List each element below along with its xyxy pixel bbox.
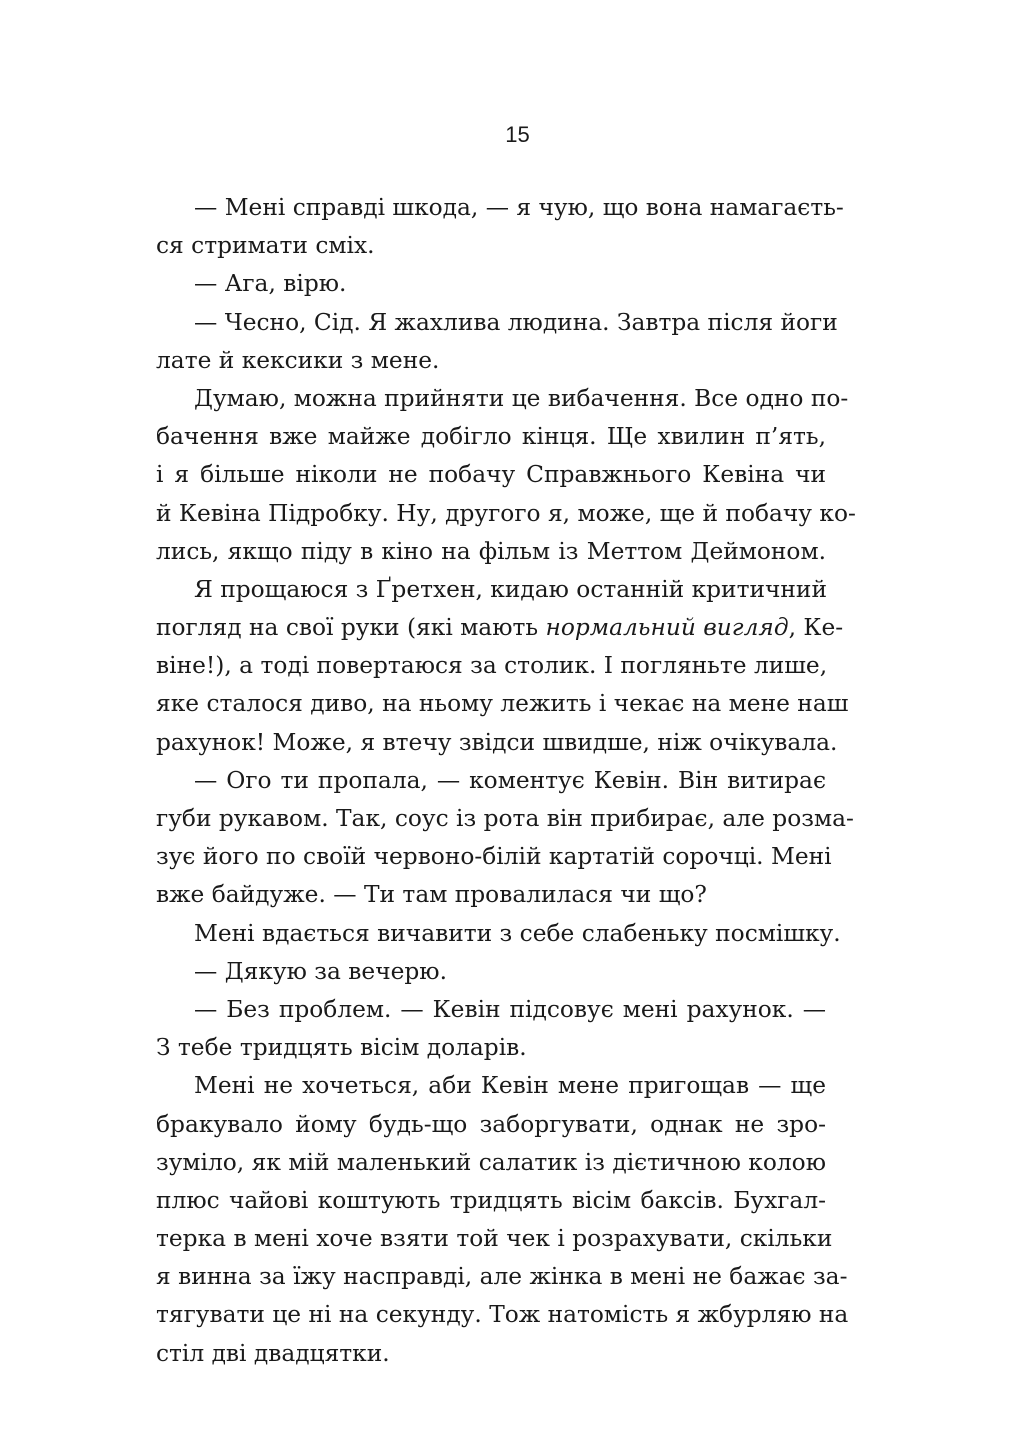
text-line: лись, якщо піду в кіно на фільм із Меттом Деймоном.	[156, 537, 826, 565]
text-segment: погляд на свої руки (які мають	[156, 614, 546, 642]
text-line: зує його по своїй червоно-білій картатій сорочці. Мені	[156, 843, 832, 871]
text-line: стіл дві двадцятки.	[156, 1339, 390, 1367]
text-line: лате й кексики з мене.	[156, 346, 440, 374]
text-line: Мені вдається вичавити з себе слабеньку посмішку.	[194, 919, 841, 947]
text-line: вже байдуже. — Ти там провалилася чи що?	[156, 881, 707, 909]
text-line: зуміло, як мій маленький салатик із дієтичною колою	[156, 1148, 826, 1176]
text-line: терка в мені хоче взяти той чек і розрахувати, скільки	[156, 1225, 833, 1253]
text-line: я винна за їжу насправді, але жінка в мені не бажає за-	[156, 1263, 848, 1291]
text-line: — Ого ти пропала, — коментує Кевін. Він витирає	[194, 766, 826, 794]
text-line: Мені не хочеться, аби Кевін мене пригощав — ще	[194, 1072, 826, 1100]
text-line: бракувало йому будь-що заборгувати, однак не зро-	[156, 1110, 826, 1138]
text-line: й Кевіна Підробку. Ну, другого я, може, ще й побачу ко-	[156, 499, 856, 527]
text-line: З тебе тридцять вісім доларів.	[156, 1034, 527, 1062]
text-line: плюс чайові коштують тридцять вісім баксів. Бухгал-	[156, 1186, 826, 1214]
text-line: — Без проблем. — Кевін підсовує мені рахунок. —	[194, 995, 826, 1023]
text-line: ся стримати сміх.	[156, 232, 375, 260]
text-line: Я прощаюся з Ґретхен, кидаю останній критичний	[194, 575, 827, 603]
page-number: 15	[505, 122, 530, 147]
text-line: віне!), а тоді повертаюся за столик. І погляньте лише,	[156, 652, 828, 680]
text-line: губи рукавом. Так, соус із рота він прибирає, але розма-	[156, 805, 854, 832]
text-line: — Мені справді шкода, — я чую, що вона намагаєть-	[194, 194, 844, 221]
text-segment: , Ке-	[788, 614, 844, 642]
body-text	[156, 189, 856, 1373]
text-line: бачення вже майже добігло кінця. Ще хвилин п’ять,	[156, 423, 826, 451]
text-line	[156, 609, 844, 647]
text-line: — Чесно, Сід. Я жахлива людина. Завтра після йоги	[194, 308, 838, 336]
text-line: і я більше ніколи не побачу Справжнього Кевіна чи	[156, 461, 826, 489]
text-line: Думаю, можна прийняти це вибачення. Все одно по-	[194, 384, 849, 412]
text-line: яке сталося диво, на ньому лежить і чекає на мене наш	[156, 690, 849, 718]
text-line: — Дякую за вечерю.	[194, 957, 447, 985]
italic-text: нормальний вигляд	[545, 614, 789, 642]
text-line: тягувати це ні на секунду. Тож натомість я жбурляю на	[156, 1301, 849, 1329]
text-line: рахунок! Може, я втечу звідси швидше, ніж очікувала.	[156, 728, 838, 756]
text-line: — Ага, вірю.	[194, 270, 347, 298]
